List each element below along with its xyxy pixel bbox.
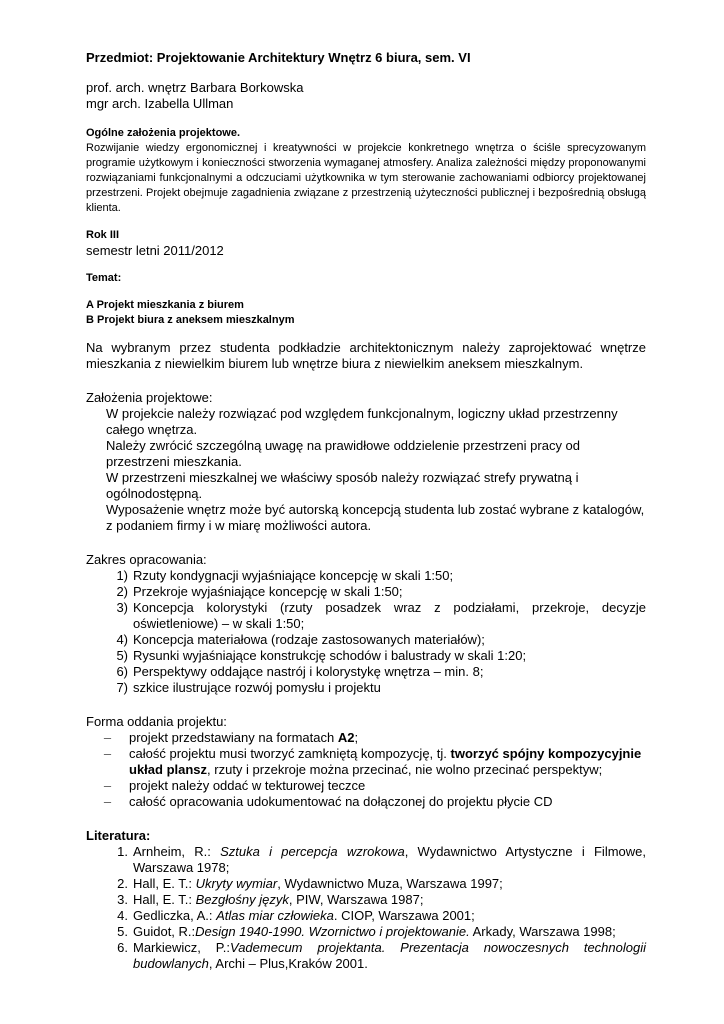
literature-num: 4.: [117, 908, 128, 923]
scope-item: [86, 648, 646, 664]
scope-item: [86, 664, 646, 680]
scope-item: [86, 584, 646, 600]
teacher-1: prof. arch. wnętrz Barbara Borkowska: [86, 80, 304, 95]
scope-item: [86, 680, 646, 696]
form-item: [86, 730, 646, 746]
scope-text: Koncepcja kolorystyki (rzuty posadzek wraz z podziałami, przekroje, decyzje oświetleniowe) – w skali 1:50;: [133, 600, 646, 631]
literature-publisher: , Wydawnictwo Artystyczne i Filmowe, Warszawa 1978;: [133, 844, 647, 875]
form-item-text: całość projektu musi tworzyć zamkniętą kompozycję, tj.: [129, 746, 451, 761]
dash-bullet: –: [103, 778, 112, 793]
assumptions-list: [106, 406, 646, 534]
form-item: [86, 794, 646, 810]
literature-publisher: Arkady, Warszawa 1998;: [469, 924, 616, 939]
topic-b: B Projekt biura z aneksem mieszkalnym: [86, 314, 295, 326]
literature-author: Hall, E. T.:: [133, 892, 196, 907]
scope-num: 3): [116, 600, 128, 615]
form-item-bold: A2: [337, 730, 355, 745]
dash-bullet: –: [103, 746, 112, 761]
literature-title: Sztuka i percepcja wzrokowa: [220, 844, 405, 859]
literature-author: Guidot, R.:: [133, 924, 196, 939]
literature-title: Bezgłośny język: [195, 892, 289, 907]
literature-num: 6.: [117, 940, 128, 955]
scope-num: 4): [116, 632, 128, 647]
literature-item: [86, 844, 646, 876]
teacher-2: mgr arch. Izabella Ullman: [86, 96, 234, 111]
literature-author: Markiewicz, P.:: [133, 940, 230, 955]
literature-publisher: , PIW, Warszawa 1987;: [288, 892, 424, 907]
general-assumptions-heading: Ogólne założenia projektowe.: [86, 127, 241, 139]
form-item-text: projekt przedstawiany na formatach: [129, 730, 338, 745]
assumption-item: Należy zwrócić szczególną uwagę na prawidłowe oddzielenie przestrzeni pracy od przestrzeni mieszkania.: [106, 438, 581, 469]
assumption-item: W projekcie należy rozwiązać pod względem funkcjonalnym, logiczny układ przestrzenny całego wnętrza.: [106, 406, 618, 437]
form-item-text: ;: [354, 730, 359, 745]
literature-title: Design 1940-1990. Wzornictwo i projektowanie.: [195, 924, 470, 939]
literature-publisher: . CIOP, Warszawa 2001;: [333, 908, 475, 923]
scope-num: 1): [116, 568, 128, 583]
literature-item: [86, 940, 646, 972]
literature-num: 5.: [117, 924, 128, 939]
literature-title: Vademecum projektanta. Prezentacja nowoczesnych technologii budowlanych: [133, 940, 647, 971]
scope-item: [86, 600, 646, 632]
scope-text: Rysunki wyjaśniające konstrukcję schodów i balustrady w skali 1:20;: [133, 648, 527, 663]
teachers-block: [86, 80, 646, 112]
literature-num: 3.: [117, 892, 128, 907]
literature-author: Arnheim, R.:: [133, 844, 221, 859]
form-item-bold: tworzyć spójny kompozycyjnie układ plansz: [129, 746, 642, 777]
literature-item: [86, 876, 646, 892]
dash-bullet: –: [103, 794, 112, 809]
literature-num: 1.: [117, 844, 128, 859]
form-item-text: całość opracowania udokumentować na dołączonej do projektu płycie CD: [129, 794, 553, 809]
topic-a: A Projekt mieszkania z biurem: [86, 299, 244, 311]
form-list: [86, 730, 646, 810]
literature-heading: Literatura:: [86, 828, 151, 843]
literature-item: [86, 908, 646, 924]
literature-item: [86, 924, 646, 940]
scope-text: Rzuty kondygnacji wyjaśniające koncepcję w skali 1:50;: [133, 568, 454, 583]
assumptions-heading: Założenia projektowe:: [86, 390, 213, 405]
scope-text: szkice ilustrujące rozwój pomysłu i projektu: [133, 680, 381, 695]
course-title: Przedmiot: Projektowanie Architektury Wnętrz 6 biura, sem. VI: [86, 50, 471, 65]
scope-text: Koncepcja materiałowa (rodzaje zastosowanych materiałów);: [133, 632, 485, 647]
general-assumptions-body: Rozwijanie wiedzy ergonomicznej i kreatywności w projekcie konkretnego wnętrza o ściśle sprecyzowanym programie użytkowym i konieczności stworzenia wymaganej atmosfery. Analiza zależności między proponowanymi rozwiązaniami funkcjonalnymi a odczuciami użytkownika w tym sterowanie zachowaniami odbiorcy projektowanej przestrzeni. Projekt obejmuje zagadnienia związane z przestrzenią użyteczności publicznej i bezpośrednią obsługą klienta.: [86, 142, 646, 214]
literature-list: [86, 844, 646, 972]
form-item: [86, 746, 646, 778]
form-heading: Forma oddania projektu:: [86, 714, 227, 729]
literature-title: Atlas miar człowieka: [216, 908, 334, 923]
intro-paragraph: Na wybranym przez studenta podkładzie architektonicznym należy zaprojektować wnętrze mieszkania z niewielkim biurem lub wnętrze biura z niewielkim aneksem mieszkalnym.: [86, 340, 646, 371]
form-item: [86, 778, 646, 794]
literature-author: Gedliczka, A.:: [133, 908, 217, 923]
literature-num: 2.: [117, 876, 128, 891]
literature-item: [86, 892, 646, 908]
scope-text: Przekroje wyjaśniające koncepcję w skali 1:50;: [133, 584, 403, 599]
form-item-text: , rzuty i przekroje można przecinać, nie wolno przecinać perspektyw;: [207, 762, 603, 777]
document-page: [86, 50, 646, 972]
scope-num: 6): [116, 664, 128, 679]
scope-list: [86, 568, 646, 696]
semester-text: semestr letni 2011/2012: [86, 243, 224, 258]
scope-num: 2): [116, 584, 128, 599]
scope-text: Perspektywy oddające nastrój i kolorystykę wnętrza – min. 8;: [133, 664, 484, 679]
topic-label: Temat:: [86, 272, 122, 284]
literature-title: Ukryty wymiar: [195, 876, 278, 891]
scope-num: 5): [116, 648, 128, 663]
literature-publisher: , Archi – Plus,Kraków 2001.: [208, 956, 368, 971]
literature-publisher: , Wydawnictwo Muza, Warszawa 1997;: [277, 876, 503, 891]
dash-bullet: –: [103, 730, 112, 745]
scope-item: [86, 632, 646, 648]
literature-author: Hall, E. T.:: [133, 876, 196, 891]
assumption-item: W przestrzeni mieszkalnej we właściwy sposób należy rozwiązać strefy prywatną i ogólnodostępną.: [106, 470, 579, 501]
year-label: Rok III: [86, 229, 120, 241]
scope-num: 7): [116, 680, 128, 695]
scope-item: [86, 568, 646, 584]
assumption-item: Wyposażenie wnętrz może być autorską koncepcją studenta lub zostać wybrane z katalogów, z podaniem firmy i w miarę możliwości autora.: [106, 502, 645, 533]
form-item-text: projekt należy oddać w tekturowej teczce: [129, 778, 366, 793]
scope-heading: Zakres opracowania:: [86, 552, 207, 567]
